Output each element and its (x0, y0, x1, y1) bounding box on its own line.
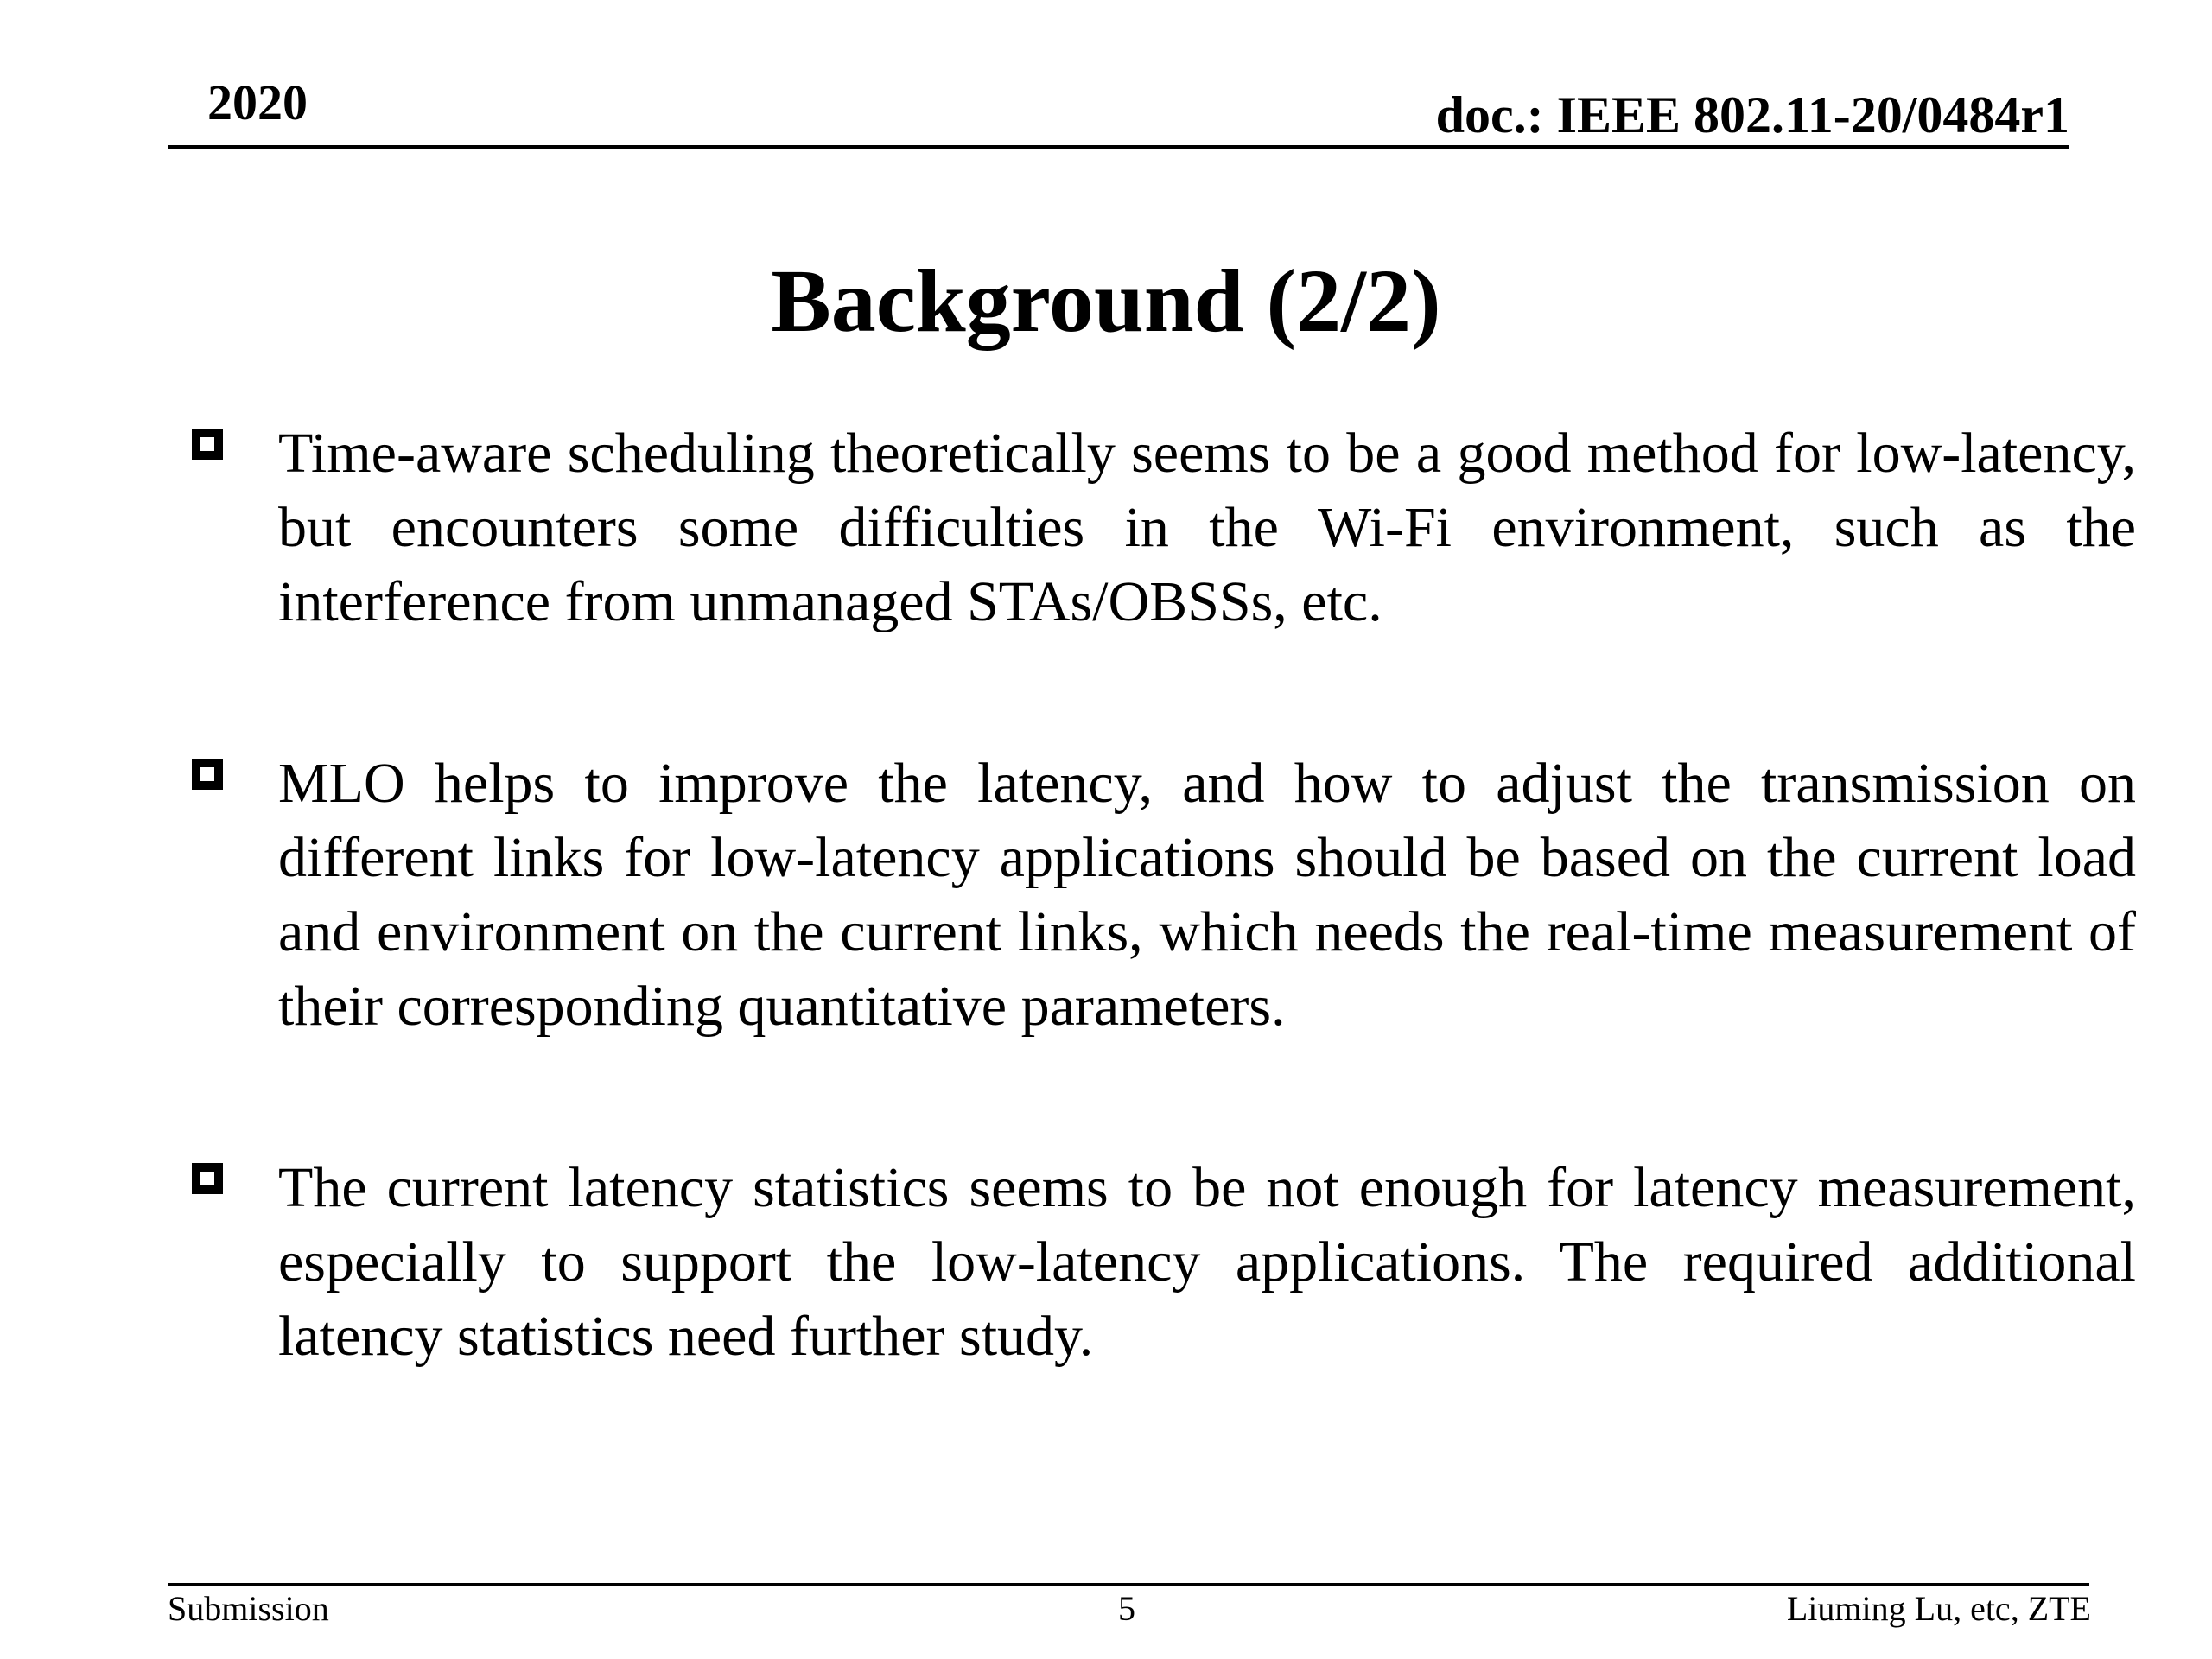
hollow-square-bullet-icon (192, 1163, 223, 1194)
hollow-square-bullet-icon (192, 429, 223, 460)
footer-author: Liuming Lu, etc, ZTE (1786, 1589, 2091, 1628)
hollow-square-bullet-icon (192, 759, 223, 790)
bullet-item (192, 1151, 2136, 1374)
bullet-item (192, 747, 2136, 1044)
bullet-list (192, 416, 2136, 1374)
bullet-text: The current latency statistics seems to be not enough for latency measurement, especially to support the low-latency applications. The required additional latency statistics need further study. (278, 1156, 2136, 1368)
slide-title: Background (2/2) (771, 251, 1441, 351)
footer-page-number: 5 (1118, 1589, 1135, 1628)
bullet-text: Time-aware scheduling theoretically seems to be a good method for low-latency, but encounters some difficulties in the Wi-Fi environment, such as the interference from unmanaged STAs/OBSSs, etc. (278, 422, 2136, 633)
bullet-item (192, 416, 2136, 639)
header-doc-id: doc.: IEEE 802.11-20/0484r1 (1435, 86, 2069, 143)
footer-divider (168, 1583, 2089, 1586)
bullet-text: MLO helps to improve the latency, and how to adjust the transmission on different links for low-latency applications should be based on the current load and environment on the current links, which needs the real-time measurement of their corresponding quantitative parameters. (278, 752, 2136, 1038)
header-divider (168, 145, 2069, 149)
footer-submission: Submission (168, 1589, 329, 1628)
header-year: 2020 (207, 74, 308, 130)
